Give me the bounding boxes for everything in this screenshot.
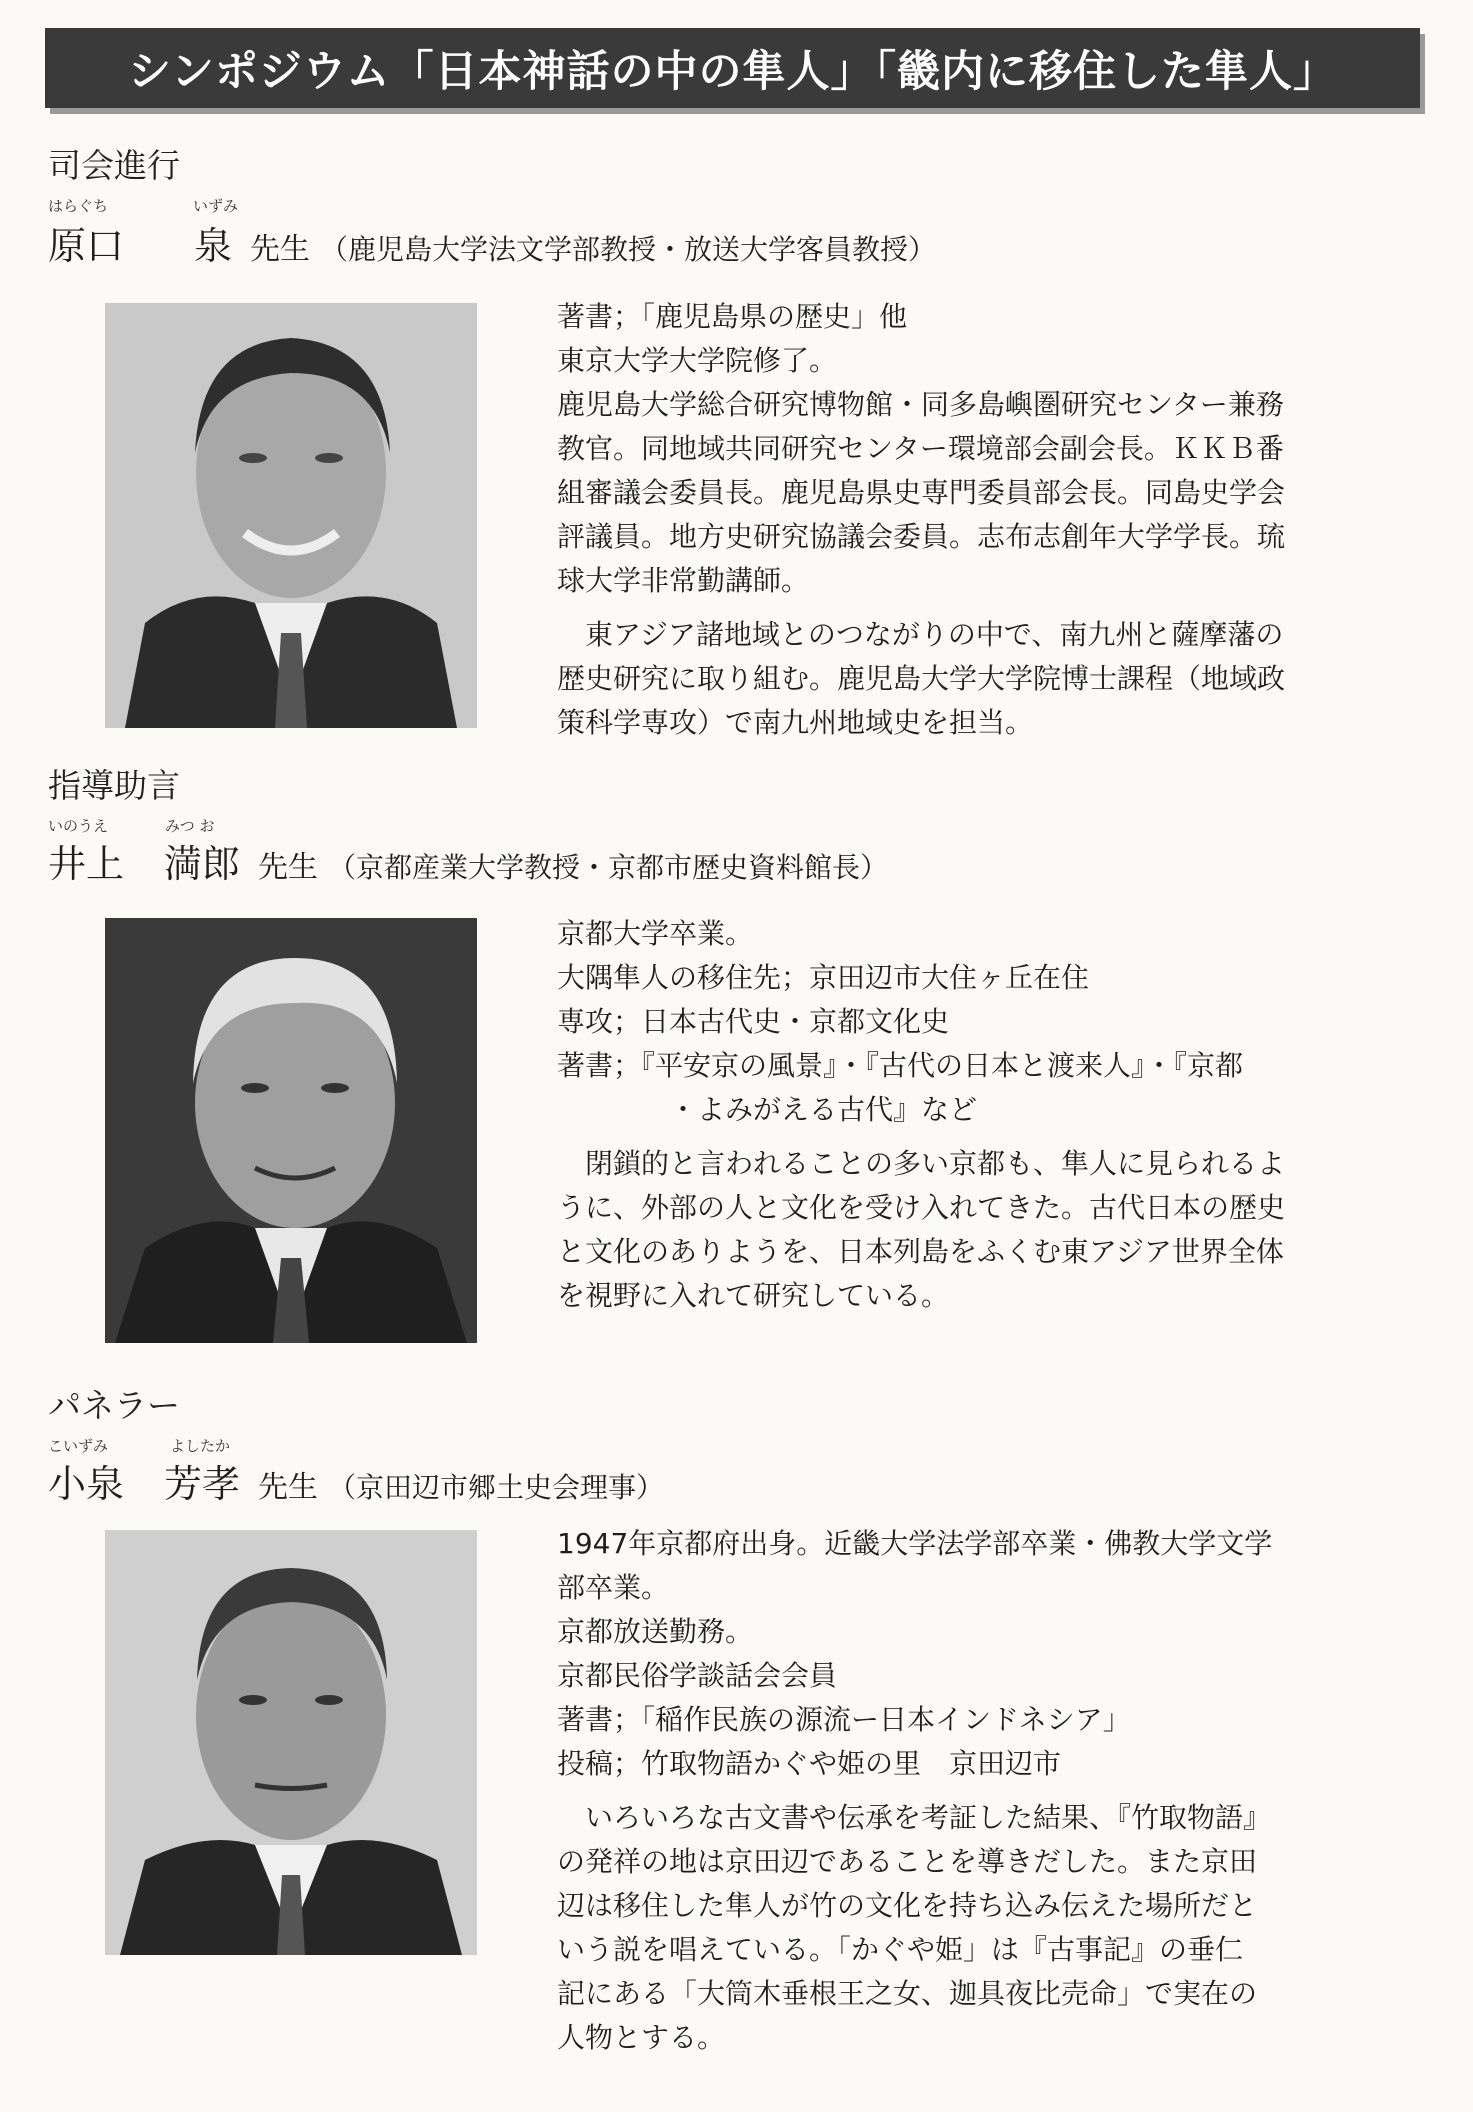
bio-line: 東京大学大学院修了。 (557, 344, 838, 377)
given-name: 芳孝 (164, 1462, 241, 1506)
para-line: の発祥の地は京田辺であることを導きだした。また京田 (557, 1845, 1258, 1878)
bio-line: 著書；「鹿児島県の歴史」他 (557, 300, 908, 333)
bio-line: 組審議会委員長。鹿児島県史専門委員部会長。同島史学会 (557, 476, 1286, 509)
family-name: 井上 (48, 842, 125, 886)
honorific: 先生 (258, 850, 319, 885)
bio-paragraph (557, 1796, 1422, 2060)
role-label-panelist: パネラー (48, 1386, 180, 1425)
bio-line: 著書；「稲作民族の源流ー日本インドネシア」 (557, 1703, 1131, 1736)
para-line: を視野に入れて研究している。 (557, 1279, 950, 1312)
speaker-bio (557, 295, 1422, 745)
family-name: 小泉 (48, 1462, 125, 1506)
speaker-name-line (48, 833, 888, 888)
given-name: 満郎 (164, 842, 241, 886)
para-line: 歴史研究に取り組む。鹿児島大学大学院博士課程（地域政 (557, 662, 1286, 695)
ruby-family-name: こいずみ (48, 1437, 109, 1455)
title-banner (45, 28, 1420, 108)
affiliation: （京田辺市郷土史会理事） (328, 1471, 665, 1504)
para-line: いう説を唱えている。「かぐや姫」は『古事記』の垂仁 (557, 1933, 1244, 1966)
role-label-moderator: 司会進行 (48, 146, 180, 185)
para-line: 閉鎖的と言われることの多い京都も、隼人に見られるよ (585, 1147, 1286, 1180)
speaker-photo (105, 918, 477, 1343)
bio-line: 専攻；日本古代史・京都文化史 (557, 1005, 950, 1038)
para-line: 人物とする。 (557, 2021, 726, 2054)
affiliation: （鹿児島大学法文学部教授・放送大学客員教授） (320, 233, 937, 266)
bio-line: 著書；『平安京の風景』・『古代の日本と渡来人』・『京都 (557, 1049, 1244, 1082)
bio-line: 評議員。地方史研究協議会委員。志布志創年大学学長。琉 (557, 520, 1286, 553)
bio-paragraph (557, 1142, 1422, 1318)
bio-line: 京都大学卒業。 (557, 917, 754, 950)
para-line: 東アジア諸地域とのつながりの中で、南九州と薩摩藩の (585, 618, 1284, 651)
bio-line: 1947年京都府出身。近畿大学法学部卒業・佛教大学文学 (557, 1527, 1273, 1560)
family-name: 原口 (48, 224, 125, 268)
bio-line: 鹿児島大学総合研究博物館・同多島嶼圏研究センター兼務 (557, 388, 1284, 421)
speaker-bio (557, 1522, 1422, 2060)
para-line: うに、外部の人と文化を受け入れてきた。古代日本の歴史 (557, 1191, 1286, 1224)
ruby-given-name: みつ お (165, 817, 215, 835)
bio-line: 投稿；竹取物語かぐや姫の里 京田辺市 (557, 1747, 1062, 1780)
given-name: 泉 (194, 224, 233, 268)
bio-paragraph (557, 613, 1422, 745)
bio-line: 京都民俗学談話会会員 (557, 1659, 838, 1692)
para-line: いろいろな古文書や伝承を考証した結果、『竹取物語』 (585, 1801, 1272, 1834)
ruby-family-name: はらぐち (48, 197, 109, 215)
role-label-advisor: 指導助言 (48, 766, 180, 805)
affiliation: （京都産業大学教授・京都市歴史資料館長） (328, 851, 889, 884)
bio-line: 教官。同地域共同研究センター環境部会副会長。ＫＫＢ番 (557, 432, 1284, 465)
ruby-given-name: いずみ (193, 197, 239, 215)
para-line: 辺は移住した隼人が竹の文化を持ち込み伝えた場所だと (557, 1889, 1258, 1922)
ruby-family-name: いのうえ (48, 817, 109, 835)
para-line: 策科学専攻）で南九州地域史を担当。 (557, 706, 1034, 739)
speaker-bio (557, 912, 1422, 1318)
bio-line: 京都放送勤務。 (557, 1615, 754, 1648)
para-line: と文化のありようを、日本列島をふくむ東アジア世界全体 (557, 1235, 1284, 1268)
speaker-photo (105, 303, 477, 728)
bio-line: 部卒業。 (557, 1571, 670, 1604)
page-title: シンポジウム「日本神話の中の隼人」「畿内に移住した隼人」 (128, 46, 1337, 97)
bio-line: 大隅隼人の移住先；京田辺市大住ヶ丘在住 (557, 961, 1090, 994)
speaker-name-line (48, 215, 936, 270)
speaker-name-line (48, 1453, 664, 1508)
speaker-photo (105, 1530, 477, 1955)
bio-line: 球大学非常勤講師。 (557, 564, 810, 597)
honorific: 先生 (258, 1470, 319, 1505)
honorific: 先生 (250, 232, 311, 267)
para-line: 記にある「大筒木垂根王之女、迦具夜比売命」で実在の (557, 1977, 1258, 2010)
bio-line: ・よみがえる古代』など (669, 1093, 978, 1126)
ruby-given-name: よしたか (170, 1437, 231, 1455)
